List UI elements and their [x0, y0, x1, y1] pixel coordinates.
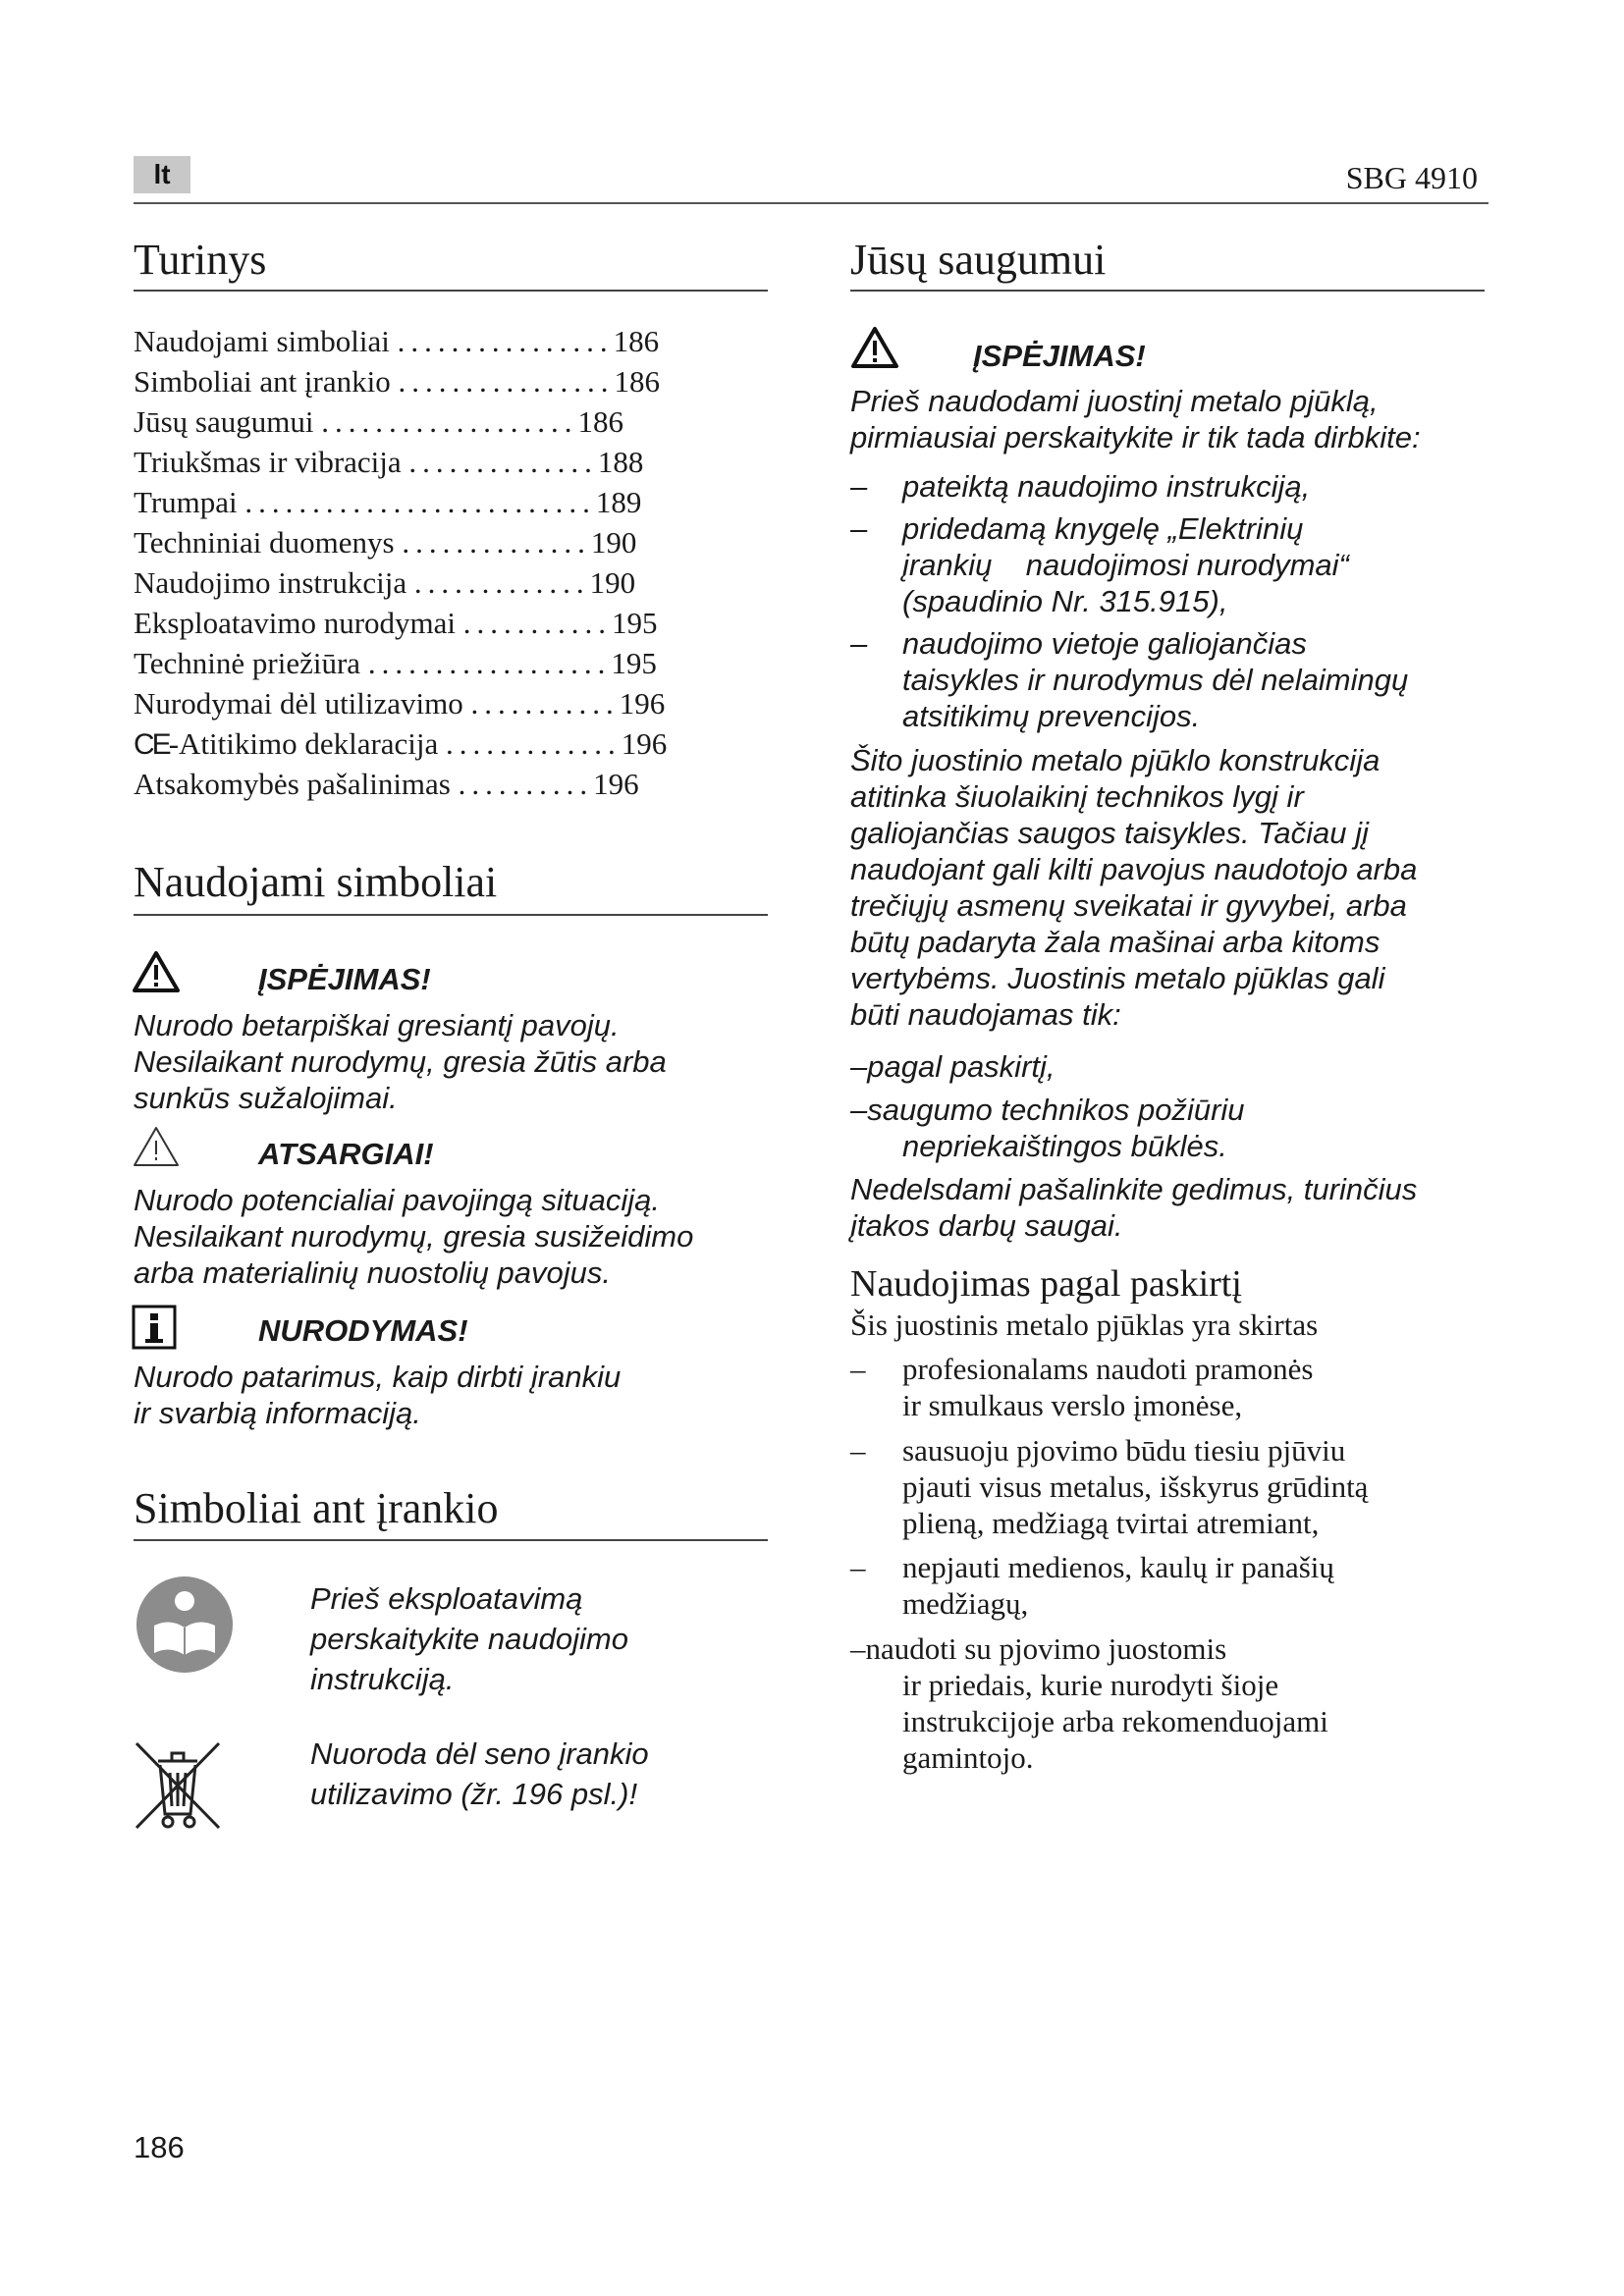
caution-line: Nurodo potencialiai pavojingą situaciją. — [134, 1183, 660, 1217]
toc-item-page: 196 — [621, 726, 668, 761]
bullet-line: sausuoju pjovimo būdu tiesiu pjūviu — [902, 1433, 1346, 1468]
bullet-line: instrukcijoje arba rekomenduojami — [902, 1704, 1328, 1738]
caution-title: ATSARGIAI! — [258, 1137, 434, 1171]
toc-item-page: 186 — [614, 364, 660, 399]
caution-description — [134, 1182, 693, 1291]
use-condition-1: –pagal paskirtį, — [850, 1049, 1056, 1084]
disposal-description — [310, 1734, 649, 1814]
toc-item — [134, 723, 762, 765]
bullet-line: atsitikimų prevencijos. — [902, 699, 1201, 733]
intended-use-intro: Šis juostinis metalo pjūklas yra skirtas — [850, 1308, 1319, 1342]
toc-item — [134, 361, 762, 401]
safety-paragraph — [850, 742, 1417, 1033]
toc-item-label: -Atitikimo deklaracija — [168, 726, 439, 761]
toc-item-leader: ................ — [397, 324, 614, 358]
toc-item — [134, 562, 762, 603]
info-icon — [132, 1305, 177, 1350]
toc-item-label: Jūsų saugumui — [134, 404, 314, 439]
read-manual-line: Prieš eksploatavimą — [310, 1581, 583, 1616]
bullet-dash: – — [850, 1550, 866, 1584]
toc-item-leader: ............. — [446, 726, 622, 761]
symbols-divider — [134, 914, 768, 916]
intended-bullet — [850, 1432, 1498, 1541]
note-description — [134, 1359, 621, 1431]
toc-item-leader: ................ — [398, 364, 615, 399]
safety-para-line: Nedelsdami pašalinkite gedimus, turinčius — [850, 1172, 1418, 1206]
safety-intro-line: pirmiausiai perskaitykite ir tik tada dirbkite: — [850, 420, 1421, 454]
toc-title: Turinys — [134, 236, 267, 284]
toc-item-leader: ................... — [321, 404, 578, 439]
warning-triangle-icon — [850, 326, 899, 369]
toc-item-page: 196 — [593, 767, 639, 801]
safety-para-line: būti naudojamas tik: — [850, 997, 1121, 1032]
toc-item-label: Nurodymai dėl utilizavimo — [134, 686, 463, 721]
toc-divider — [134, 290, 768, 292]
toc-item-page: 190 — [589, 565, 636, 600]
bullet-line: įrankių naudojimosi nurodymai“ — [902, 548, 1349, 582]
bullet-dash: – — [850, 1352, 866, 1386]
caution-line: Nesilaikant nurodymų, gresia susižeidimo — [134, 1219, 694, 1254]
safety-intro-line: Prieš naudodami juostinį metalo pjūklą, — [850, 384, 1379, 418]
toc-item-page: 190 — [590, 525, 637, 560]
toc-item-page: 196 — [619, 686, 666, 721]
warning-line: Nurodo betarpiškai gresiantį pavojų. — [134, 1008, 620, 1042]
caution-line: arba materialinių nuostolių pavojus. — [134, 1255, 611, 1290]
toc-item-page: 186 — [613, 324, 660, 358]
safety-intro — [850, 383, 1421, 455]
toc-item-page: 195 — [612, 606, 658, 640]
toc-item — [134, 482, 762, 522]
bullet-line: naudojimo vietoje galiojančias — [902, 626, 1307, 661]
toc-item-leader: ........... — [462, 606, 613, 640]
read-manual-line: instrukciją. — [310, 1662, 455, 1696]
warning-description — [134, 1007, 667, 1116]
safety-para-line: įtakos darbų saugai. — [850, 1208, 1123, 1243]
crossed-bin-icon — [133, 1739, 223, 1832]
toc-item-label: Triukšmas ir vibracija — [134, 445, 402, 479]
model-number: SBG 4910 — [1345, 160, 1478, 195]
safety-divider — [850, 290, 1485, 292]
page-number: 186 — [134, 2130, 185, 2164]
bullet-line: gamintojo. — [902, 1740, 1034, 1775]
bullet-line: ir priedais, kurie nurodyti šioje — [902, 1668, 1279, 1702]
bullet-line: profesionalams naudoti pramonės — [902, 1352, 1314, 1386]
note-title: NURODYMAS! — [258, 1313, 468, 1348]
toc-item-leader: .................. — [367, 646, 612, 680]
toc-item-leader: .............. — [402, 525, 591, 560]
toc-item-leader: .......................... — [244, 485, 596, 519]
safety-section-title: Jūsų saugumui — [850, 236, 1107, 284]
tool-symbols-divider — [134, 1539, 768, 1541]
safety-para-line: vertybėms. Juostinis metalo pjūklas gali — [850, 961, 1385, 995]
safety-paragraph-2 — [850, 1171, 1417, 1244]
warning-triangle-icon — [132, 950, 181, 993]
bullet-line: ir smulkaus verslo įmonėse, — [902, 1388, 1243, 1422]
safety-bullet — [850, 468, 1498, 505]
intended-bullet — [850, 1549, 1498, 1622]
toc-item-leader: .............. — [408, 445, 598, 479]
toc-item-label: Techniniai duomenys — [134, 525, 395, 560]
ce-mark-icon: CE — [134, 728, 169, 761]
safety-warning-title: ĮSPĖJIMAS! — [973, 339, 1146, 373]
toc-item-leader: ........... — [470, 686, 620, 721]
caution-triangle-icon — [132, 1125, 181, 1168]
symbols-section-title: Naudojami simboliai — [134, 858, 498, 906]
toc-item — [134, 683, 762, 723]
intended-use-title: Naudojimas pagal paskirtį — [850, 1263, 1242, 1305]
read-manual-line: perskaitykite naudojimo — [310, 1622, 628, 1656]
use-condition-2 — [850, 1092, 1245, 1164]
use-condition-line: nepriekaištingos būklės. — [902, 1129, 1227, 1163]
intended-last-item — [850, 1630, 1498, 1776]
toc-item-page: 188 — [597, 445, 644, 479]
language-badge: lt — [134, 156, 190, 193]
bullet-line: –naudoti su pjovimo juostomis — [850, 1631, 1227, 1666]
disposal-line: Nuoroda dėl seno įrankio — [310, 1736, 649, 1771]
tool-symbols-section-title: Simboliai ant įrankio — [134, 1484, 499, 1532]
safety-para-line: Šito juostinio metalo pjūklo konstrukcija — [850, 743, 1380, 777]
note-line: Nurodo patarimus, kaip dirbti įrankiu — [134, 1360, 622, 1394]
toc-item-label: Simboliai ant įrankio — [134, 364, 391, 399]
bullet-line: plieną, medžiagą tvirtai atremiant, — [902, 1506, 1320, 1540]
toc-item — [134, 321, 762, 361]
bullet-line: (spaudinio Nr. 315.915), — [902, 584, 1228, 618]
toc-item-page: 186 — [577, 404, 623, 439]
toc-item-page: 195 — [611, 646, 657, 680]
safety-para-line: atitinka šiuolaikinį technikos lygį ir — [850, 779, 1304, 814]
use-condition-line: –saugumo technikos požiūriu — [850, 1093, 1245, 1127]
safety-para-line: naudojant gali kilti pavojus naudotojo arba — [850, 852, 1418, 886]
bullet-line: pridedamą knygelę „Elektrinių — [902, 511, 1304, 546]
warning-line: sunkūs sužalojimai. — [134, 1081, 398, 1115]
toc-item-leader: ............. — [413, 565, 590, 600]
warning-line: Nesilaikant nurodymų, gresia žūtis arba — [134, 1044, 667, 1079]
warning-title: ĮSPĖJIMAS! — [258, 962, 431, 996]
bullet-dash: – — [850, 1433, 866, 1468]
safety-para-line: galiojančias saugos taisykles. Tačiau jį — [850, 816, 1369, 850]
read-manual-icon — [135, 1575, 235, 1675]
bullet-line: medžiagų, — [902, 1586, 1029, 1621]
toc-item — [134, 643, 762, 683]
toc-item-label: Naudojami simboliai — [134, 324, 390, 358]
header-divider — [134, 202, 1489, 204]
bullet-dash: – — [850, 626, 868, 661]
toc-item-label: Trumpai — [134, 485, 238, 519]
bullet-line: taisykles ir nurodymus dėl nelaimingų — [902, 663, 1409, 697]
bullet-dash: – — [850, 511, 868, 546]
toc-item — [134, 603, 762, 643]
toc-item-label: Atsakomybės pašalinimas — [134, 767, 451, 801]
toc-item-page: 189 — [595, 485, 642, 519]
toc-item — [134, 522, 762, 562]
toc-item — [134, 764, 762, 804]
intended-bullet — [850, 1351, 1498, 1423]
read-manual-description — [310, 1578, 628, 1699]
safety-bullet — [850, 625, 1498, 734]
toc-item-leader: .......... — [458, 767, 594, 801]
safety-bullet — [850, 510, 1498, 619]
bullet-line: pjauti visus metalus, išskyrus grūdintą — [902, 1469, 1369, 1504]
safety-para-line: trečiųjų asmenų sveikatai ir gyvybei, arba — [850, 888, 1407, 923]
bullet-line: nepjauti medienos, kaulų ir panašių — [902, 1550, 1334, 1584]
toc-item-label: Naudojimo instrukcija — [134, 565, 407, 600]
note-line: ir svarbią informaciją. — [134, 1396, 421, 1430]
toc-item-label: Techninė priežiūra — [134, 646, 361, 680]
safety-para-line: būtų padaryta žala mašinai arba kitoms — [850, 925, 1380, 959]
bullet-line: pateiktą naudojimo instrukciją, — [902, 469, 1311, 504]
toc-item — [134, 442, 762, 482]
toc-item-label: Eksploatavimo nurodymai — [134, 606, 457, 640]
toc-item — [134, 401, 762, 442]
bullet-dash: – — [850, 469, 868, 504]
disposal-line: utilizavimo (žr. 196 psl.)! — [310, 1777, 638, 1811]
